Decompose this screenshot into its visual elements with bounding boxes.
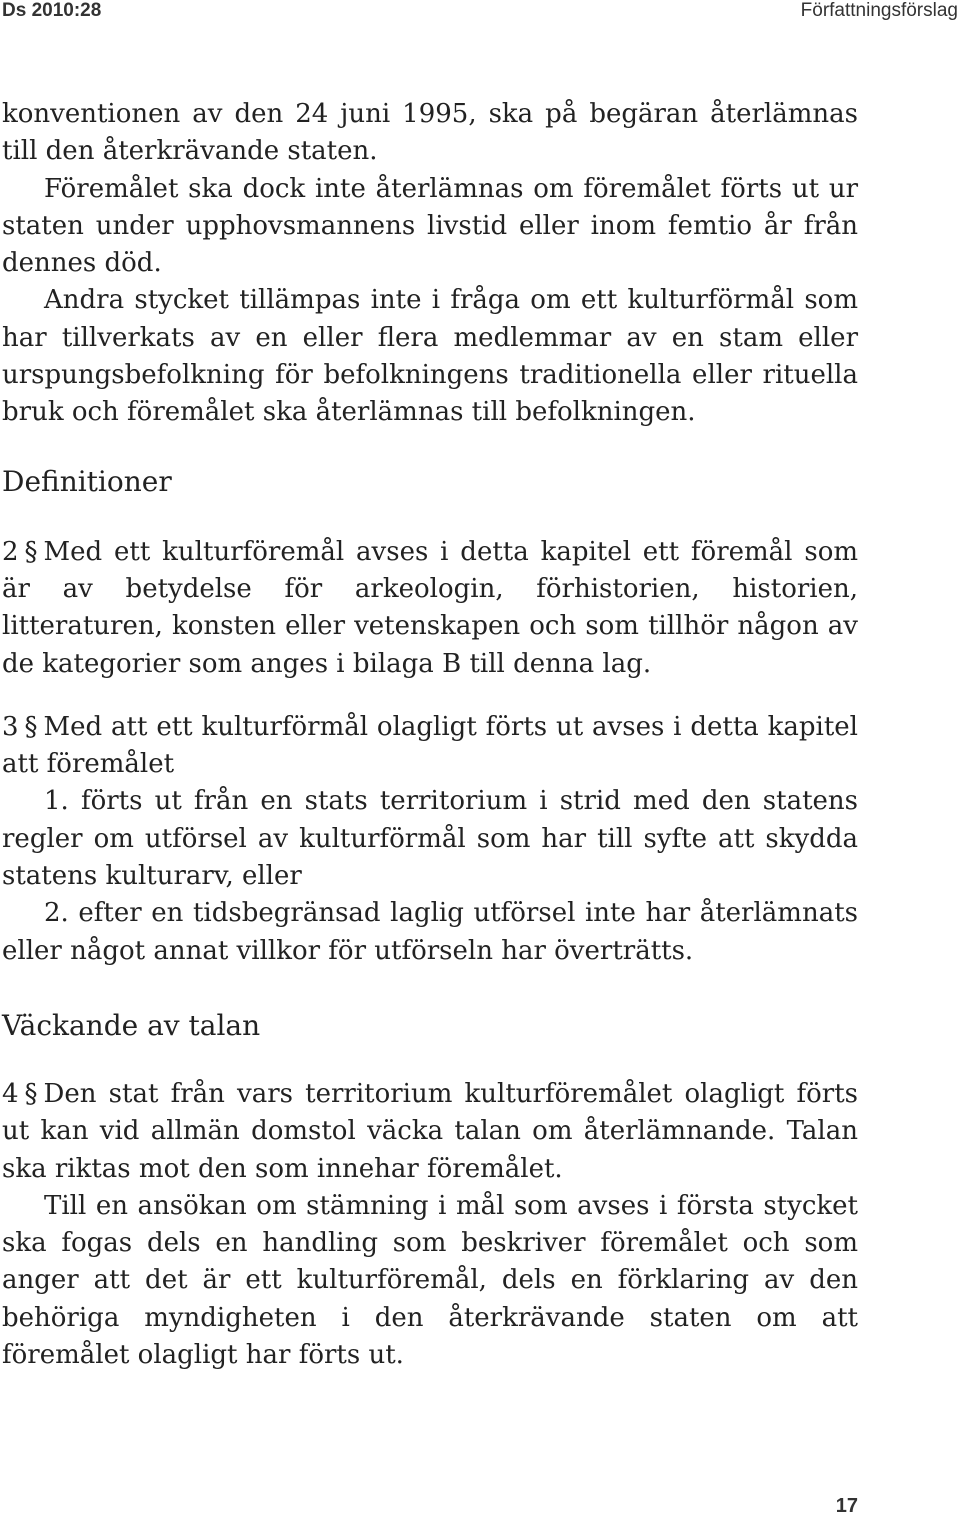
section-4-number: 4 — [2, 1078, 19, 1109]
section-4-text: Den stat från vars territorium kulturföremålet olagligt förts ut kan vid allmän domstol väcka talan om återlämnande. Talan ska riktas mot den som innehar föremålet. — [2, 1078, 858, 1184]
body-paragraph-3: Andra stycket tillämpas inte i fråga om ett kulturförmål som har tillverkats av en eller flera medlemmar av en stam eller urspungsbefolkning för befolkningens traditionella eller rituella bruk och föremålet ska återlämnas till befolkningen. — [2, 285, 858, 428]
section-sign-icon: § — [24, 536, 38, 567]
page-number: 17 — [835, 1495, 858, 1517]
section-label: Författningsförslag — [800, 0, 958, 21]
section-3 — [2, 709, 858, 784]
section-3-item-2: 2. efter en tidsbegränsad laglig utförsel inte har återlämnats eller något annat villkor för utförseln har överträtts. — [2, 898, 858, 966]
section-sign-icon: § — [24, 1078, 38, 1109]
page-body — [2, 96, 858, 1374]
section-4-paragraph-2: Till en ansökan om stämning i mål som avses i första stycket ska fogas dels en handling som beskriver föremålet och som anger att det är ett kulturföremål, dels en förklaring av den behöriga myndigheten i den återkrävande staten om att föremålet olagligt har förts ut. — [2, 1190, 858, 1371]
body-paragraph-1: konventionen av den 24 juni 1995, ska på begäran återlämnas till den återkrävande staten. — [2, 99, 858, 167]
section-2-text: Med ett kulturföremål avses i detta kapitel ett föremål som är av betydelse för arkeologin, förhistorien, historien, litteraturen, konsten eller vetenskapen och som tillhör någon av de kategorier som anges i bilaga B till denna lag. — [2, 536, 858, 679]
document-reference: Ds 2010:28 — [2, 0, 102, 21]
heading-definitioner: Definitioner — [2, 464, 172, 498]
section-2 — [2, 534, 858, 683]
section-4 — [2, 1076, 858, 1188]
section-3-text: Med att ett kulturförmål olagligt förts ut avses i detta kapitel att föremålet — [2, 711, 858, 780]
section-sign-icon: § — [24, 711, 38, 742]
body-paragraph-2: Föremålet ska dock inte återlämnas om föremålet förts ut ur staten under upphovsmannens livstid eller inom femtio år från dennes död. — [2, 173, 858, 279]
section-3-number: 3 — [2, 711, 19, 742]
page-header — [0, 0, 960, 28]
section-3-item-1: 1. förts ut från en stats territorium i strid med den statens regler om utförsel av kulturförmål som har till syfte att skydda statens kulturarv, eller — [2, 786, 858, 892]
heading-vackande-av-talan: Väckande av talan — [2, 1008, 261, 1042]
section-2-number: 2 — [2, 536, 19, 567]
